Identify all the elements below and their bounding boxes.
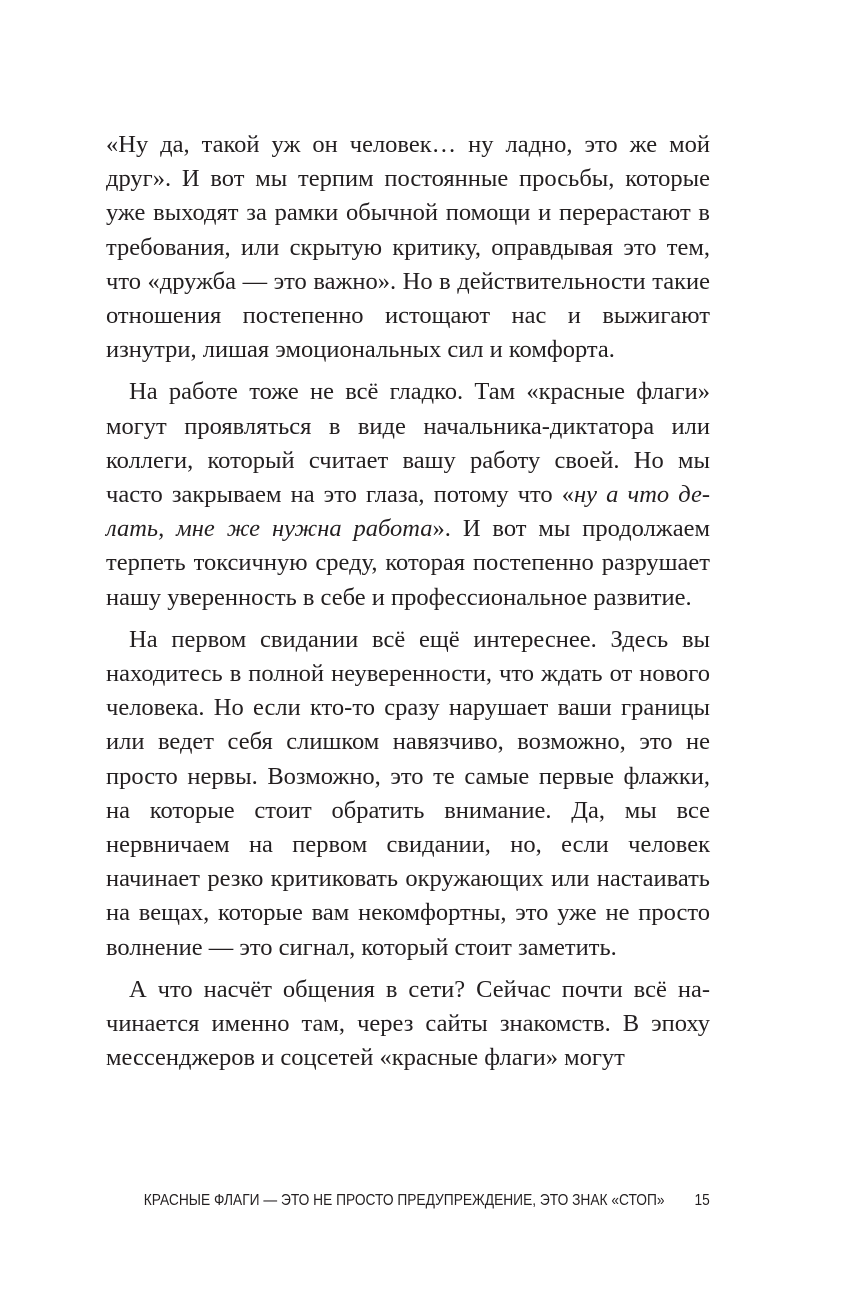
paragraph-text: На первом свидании всё ещё интереснее. Здесь вы находитесь в полной неуверенности, что ждать от нового человека. Но если кто-то сразу нарушает ваши границы или ведет себя слишком навязчиво, возможно, это не просто нервы. Возможно, это те самые первые флажки, на которые стоит обратить внимание. Да, мы все нервничаем на первом свидании, но, если человек начинает резко критиковать окружающих или настаивать на вещах, которые вам некомфортны, это уже не просто волнение — это сигнал, который стоит заметить. xyxy=(106,625,710,961)
italic-quote: ну а что делать, мне же нужна работа xyxy=(106,481,710,543)
paragraph xyxy=(106,375,710,614)
paragraph xyxy=(106,623,710,965)
page-footer xyxy=(143,1187,710,1215)
running-title: КРАСНЫЕ ФЛАГИ — ЭТО НЕ ПРОСТО ПРЕДУПРЕЖДЕНИЕ, ЭТО ЗНАК «СТОП» xyxy=(143,1192,665,1209)
paragraph-text: А что насчёт общения в сети? Сейчас почти всё начинается именно там, через сайты знакомств. В эпоху мессенджеров и соцсетей «красные флаги» могут xyxy=(106,975,710,1072)
paragraph xyxy=(106,128,710,367)
paragraph xyxy=(106,973,710,1076)
paragraph-text: ». И вот мы продолжаем терпеть токсичную среду, которая постепенно разрушает нашу уверенность в себе и профессиональное развитие. xyxy=(106,515,710,611)
body-text xyxy=(106,128,710,1075)
paragraph-text: На работе тоже не всё гладко. Там «красные флаги» могут проявляться в виде начальника-диктатора или коллеги, который считает вашу работу своей. Но мы часто закрываем на это глаза, потому что « xyxy=(106,378,710,509)
page-number: 15 xyxy=(694,1192,710,1209)
paragraph-text: «Ну да, такой уж он человек… ну ладно, это же мой друг». И вот мы терпим постоянные просьбы, которые уже выходят за рамки обычной помощи и перерастают в требования, или скрытую критику, оправдывая это тем, что «дружба — это важно». Но в действительности такие отношения постепенно истощают нас и выжигают изнутри, лишая эмоциональных сил и комфорта. xyxy=(106,131,710,364)
